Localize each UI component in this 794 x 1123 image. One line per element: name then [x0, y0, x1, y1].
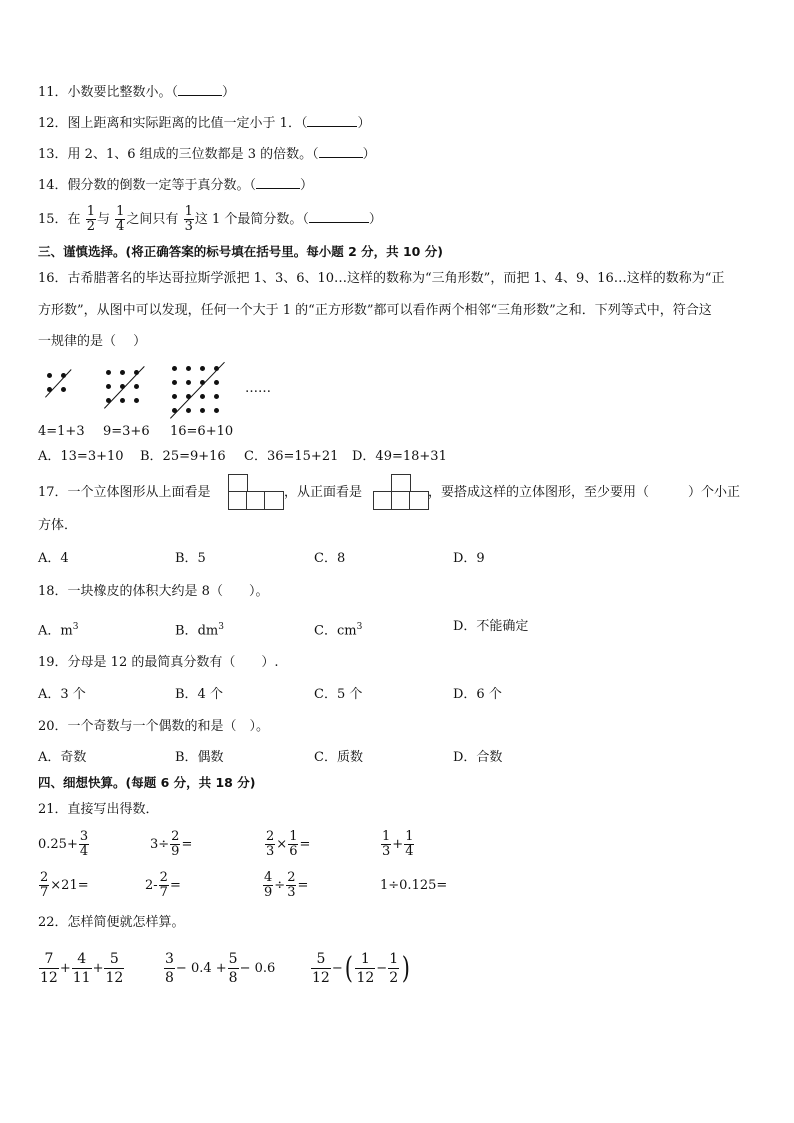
q22-expr-3: $\frac{5}{12}$ −( $\frac{1}{12}$ − $\frac{1}{2}$ ) [312, 950, 411, 986]
caption-4: 4=1+3 [38, 424, 85, 439]
answer-blank[interactable] [319, 145, 363, 158]
q19-text: 19．分母是 12 的最简真分数有（ ）. [38, 655, 279, 670]
dot [214, 380, 219, 385]
q17-option-a[interactable]: A．4 [38, 551, 69, 566]
q16-line3: 一规律的是（ ） [38, 334, 147, 349]
dot [172, 380, 177, 385]
section-4-title: 四、细想快算。(每题 6 分，共 18 分) [38, 775, 256, 790]
q22-expr-1: $\frac{7}{12}$ + $\frac{4}{11}$ + $\frac{5}{12}$ [40, 951, 124, 986]
question-13: 13．用 2、1、6 组成的三位数都是 3 的倍数。（ ） [38, 147, 376, 162]
q17-part1: 17．一个立体图形从上面看是 [38, 485, 211, 500]
q20-text: 20．一个奇数与一个偶数的和是（ ）。 [38, 719, 270, 734]
question-12: 12．图上距离和实际距离的比值一定小于 1．（ ） [38, 116, 371, 131]
q21-expr-2: 3÷ $\frac{2}{9}$ = [150, 829, 193, 859]
q18-option-a[interactable]: A．$m^3$ [38, 622, 79, 639]
q21-expr-1: 0.25+ $\frac{3}{4}$ [38, 829, 89, 859]
fraction-quarter: $\frac{1}{4}$ [116, 204, 125, 234]
dot [186, 380, 191, 385]
q16-line1: 16．古希腊著名的毕达哥拉斯学派把 1、3、6、10…这样的数称为“三角形数”，而把 1、4、9、16…这样的数称为“正 [38, 271, 725, 286]
q19-option-a[interactable]: A．3 个 [38, 687, 86, 702]
q19-option-c[interactable]: C．5 个 [314, 687, 363, 702]
dot [120, 370, 125, 375]
dot [172, 366, 177, 371]
q19-option-d[interactable]: D．6 个 [453, 687, 502, 702]
q20-option-a[interactable]: A．奇数 [38, 750, 87, 765]
dot [214, 408, 219, 413]
q18-option-d[interactable]: D．不能确定 [453, 619, 529, 634]
q17-option-d[interactable]: D．9 [453, 551, 485, 566]
section-3-title: 三、谨慎选择。(将正确答案的标号填在括号里。每小题 2 分，共 10 分) [38, 244, 443, 259]
q19-option-b[interactable]: B．4 个 [175, 687, 223, 702]
q20-option-d[interactable]: D．合数 [453, 750, 503, 765]
dot [61, 387, 66, 392]
q20-option-b[interactable]: B．偶数 [175, 750, 224, 765]
q20-option-c[interactable]: C．质数 [314, 750, 363, 765]
q21-title: 21．直接写出得数． [38, 802, 159, 817]
q22-expr-2: $\frac{3}{8}$ − 0.4 + $\frac{5}{8}$ − 0.6 [165, 951, 276, 986]
dot [134, 384, 139, 389]
q21-expr-5: $\frac{2}{7}$ ×21= [40, 870, 89, 900]
q21-expr-3: $\frac{2}{3}$ × $\frac{1}{6}$ = [266, 829, 311, 859]
dot [200, 408, 205, 413]
dot [200, 394, 205, 399]
q21-expr-8: 1÷0.125= [380, 878, 448, 893]
q16-option-d[interactable]: D．49=18+31 [352, 449, 447, 464]
q18-option-b[interactable]: B．$dm^3$ [175, 622, 224, 639]
q18-option-c[interactable]: C．$cm^3$ [314, 622, 363, 639]
dot [172, 394, 177, 399]
q21-expr-6: 2- $\frac{2}{7}$ = [145, 870, 181, 900]
question-14: 14．假分数的倒数一定等于真分数。（ ） [38, 178, 314, 193]
dot [186, 408, 191, 413]
q17-line2: 方体． [38, 518, 78, 533]
ellipsis: …… [245, 381, 271, 396]
q22-title: 22．怎样简便就怎样算。 [38, 915, 185, 930]
caption-16: 16=6+10 [170, 424, 234, 439]
fraction-third: $\frac{1}{3}$ [184, 204, 193, 234]
q16-option-b[interactable]: B．25=9+16 [140, 449, 226, 464]
q17-part2: ，从正面看是 [284, 485, 363, 500]
dot [106, 370, 111, 375]
answer-blank[interactable] [307, 114, 357, 127]
q16-option-a[interactable]: A．13=3+10 [38, 449, 124, 464]
dot [134, 398, 139, 403]
q21-expr-4: $\frac{1}{3}$ + $\frac{1}{4}$ [382, 829, 414, 859]
fraction-half: $\frac{1}{2}$ [86, 204, 95, 234]
caption-9: 9=3+6 [103, 424, 150, 439]
q17-option-c[interactable]: C．8 [314, 551, 346, 566]
q18-text: 18．一块橡皮的体积大约是 8（ ）。 [38, 584, 269, 599]
q16-line2: 方形数”，从图中可以发现，任何一个大于 1 的“正方形数”都可以看作两个相邻“三角形数”之和．下列等式中，符合这 [38, 303, 712, 318]
question-11: 11．小数要比整数小。（ ） [38, 85, 236, 100]
answer-blank[interactable] [309, 210, 369, 223]
q21-expr-7: $\frac{4}{9}$ ÷ $\frac{2}{3}$ = [264, 870, 309, 900]
question-15: 15．在 $\frac{1}{2}$ 与 $\frac{1}{4}$ 之间只有 $\frac{1}{3}$ 这 1 个最简分数。（ ） [38, 204, 382, 234]
dot [186, 366, 191, 371]
dot [120, 398, 125, 403]
dot [214, 394, 219, 399]
dot [200, 366, 205, 371]
dot [106, 384, 111, 389]
answer-blank[interactable] [256, 176, 300, 189]
answer-blank[interactable] [178, 83, 222, 96]
q16-option-c[interactable]: C．36=15+21 [244, 449, 339, 464]
dot [47, 373, 52, 378]
q17-part3: ，要搭成这样的立体图形，至少要用（ ）个小正 [428, 485, 741, 500]
q17-option-b[interactable]: B．5 [175, 551, 206, 566]
